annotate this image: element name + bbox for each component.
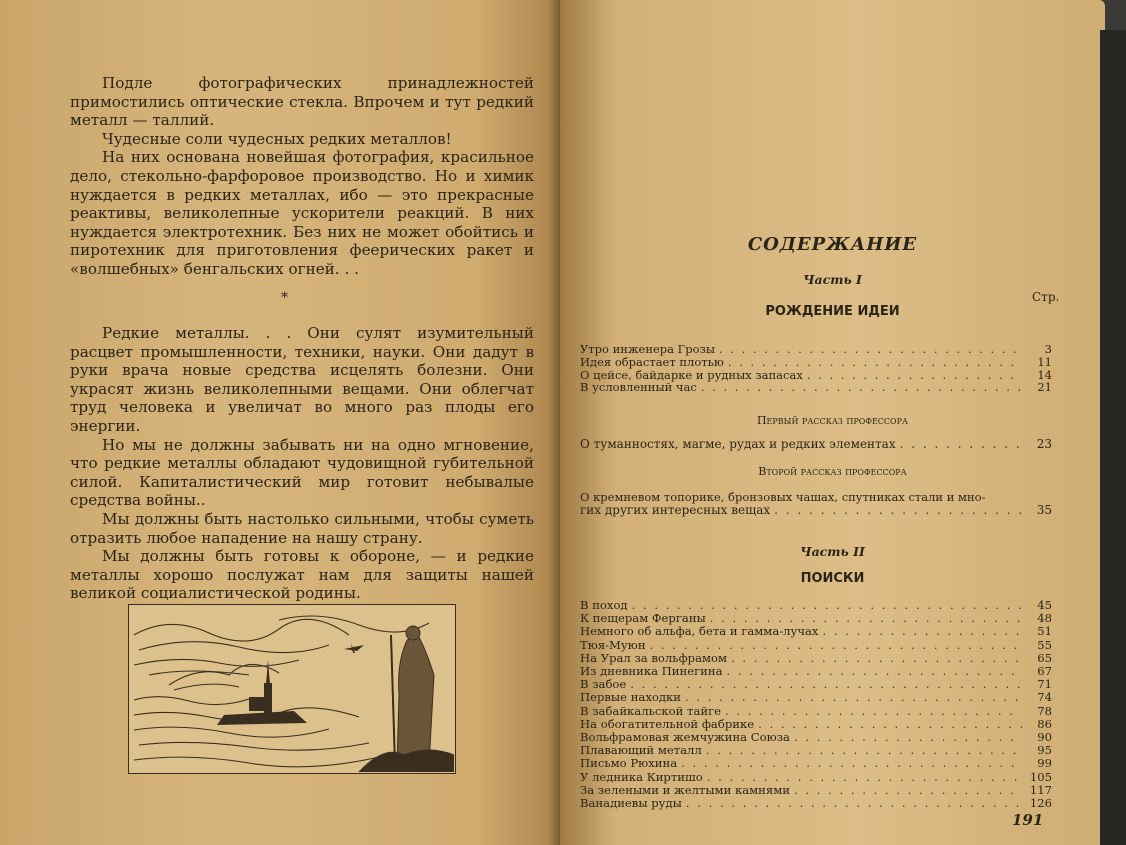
toc-entry-title: На обогатительной фабрике (580, 716, 755, 731)
toc-entry (580, 381, 1052, 394)
toc-entry-page: 48 (1037, 611, 1052, 626)
toc-entry-page: 95 (1037, 743, 1052, 758)
toc-entry-title: Утро инженера Грозы (580, 342, 715, 356)
toc-entry-title: У ледника Киртишо (580, 769, 703, 784)
section-heading: РОЖДЕНИЕ ИДЕИ (765, 304, 900, 319)
illustration-sea-scene (128, 604, 456, 774)
toc-entry-title: В забое (580, 677, 627, 692)
toc-entry (580, 705, 1052, 718)
toc-entry-title: Первые находки (580, 690, 681, 705)
toc-entry (580, 691, 1052, 704)
toc-entry-page: 99 (1037, 756, 1052, 771)
toc-entry-page: 86 (1037, 716, 1052, 731)
toc-entry-page: 126 (1029, 796, 1052, 811)
toc-entry (580, 625, 1052, 638)
toc-entry-page: 105 (1029, 769, 1052, 784)
toc-entry-title-line1: О кремневом топорике, бронзовых чашах, спутниках стали и мно- (580, 490, 986, 504)
toc-list (580, 491, 1052, 517)
paragraph: Мы должны быть готовы к обороне, — и редкие металлы хорошо послужат нам для защиты нашей великой социалистической родины. (70, 547, 534, 603)
toc-entry-title: За зелеными и желтыми камнями (580, 782, 790, 797)
section-heading: ПОИСКИ (800, 571, 865, 586)
toc-entry (580, 665, 1052, 678)
toc-entry-title: В условленный час (580, 380, 697, 395)
toc-entry (580, 639, 1052, 652)
toc-entry-page: 90 (1037, 730, 1052, 745)
toc-entry-title: Тюя-Муюн (580, 637, 646, 652)
toc-entry-page: 11 (1037, 354, 1052, 369)
left-page (0, 0, 560, 845)
toc-entry-title: О туманностях, магме, рудах и редких элементах (580, 437, 896, 451)
toc-entry-title: Немного об альфа, бета и гамма-лучах (580, 624, 819, 639)
toc-entry-page: 14 (1037, 367, 1052, 382)
toc-entry-title: Вольфрамовая жемчужина Союза (580, 730, 790, 745)
toc-list (580, 437, 1052, 451)
paragraph: Но мы не должны забывать ни на одно мгновение, что редкие металлы обладают чудовищной губительной силой. Капиталистический мир готовит небывалые средства войны.. (70, 435, 534, 510)
toc-entry-page: 78 (1037, 703, 1052, 718)
paragraph: Мы должны быть настолько сильными, чтобы суметь отразить любое нападение на нашу страну. (70, 509, 534, 547)
toc-entry-title: В поход (580, 598, 628, 612)
text-block-top (70, 74, 534, 279)
toc-entry-page: 21 (1037, 380, 1052, 395)
story-heading: Первый рассказ профессора (756, 414, 909, 427)
toc-entry-page: 117 (1029, 782, 1052, 797)
toc-list (580, 343, 1052, 394)
toc-entry-title: Идея обрастает плотью (580, 354, 724, 369)
toc-entry-page: 3 (1044, 342, 1052, 356)
toc-entry (580, 343, 1052, 356)
paragraph: Редкие металлы. . . Они сулят изумительный расцвет промышленности, техники, науки. Они дадут в руки врача новые средства исцелять болезни. Они украсят жизнь великолепными вещами. Они облегчат труд человека и увеличат во много раз плоды его энергии. (70, 324, 534, 435)
toc-entry-title: К пещерам Ферганы (580, 611, 706, 626)
toc-entry-title-line2: гих других интересных вещах (580, 503, 771, 518)
toc-title: СОДЕРЖАНИЕ (747, 234, 918, 255)
toc-entry-page: 45 (1037, 598, 1052, 612)
toc-entry-page: 23 (1036, 437, 1052, 451)
toc-entry-page: 67 (1037, 664, 1052, 679)
toc-entry-title: Письмо Рюхина (580, 756, 678, 771)
toc-entry (580, 757, 1052, 770)
toc-entry-title: В забайкальской тайге (580, 703, 722, 718)
book-cover-edge (1100, 30, 1126, 845)
toc-entry-title: Ванадиевы руды (580, 796, 682, 811)
section-separator: * (281, 290, 288, 306)
part-heading: Часть I (803, 272, 862, 287)
ship-and-soldier-drawing (129, 605, 454, 772)
paragraph: Чудесные соли чудесных редких металлов! (102, 129, 452, 148)
toc-entry-title: Из дневника Пинегина (580, 664, 723, 679)
toc-entry-title: Плавающий металл (580, 743, 702, 758)
toc-entry (580, 797, 1052, 810)
right-page (560, 0, 1105, 845)
toc-list (580, 599, 1052, 810)
page-number: 191 (1012, 811, 1044, 829)
paragraph: На них основана новейшая фотография, красильное дело, стекольно-фарфоровое производство. Но и химик нуждается в редких металлах, ибо — это прекрасные реактивы, великолепные ускорители реакций. В них нуждается электротехник. Без них не может обойтись и пиротехник для приготовления феерических ракет и «волшебных» бенгальских огней. . . (70, 148, 534, 278)
toc-entry (580, 437, 1052, 451)
story-heading: Второй рассказ профессора (758, 465, 907, 478)
toc-entry-title: О цейсе, байдарке и рудных запасах (580, 367, 803, 382)
toc-entry-page: 51 (1037, 624, 1052, 639)
toc-entry-page: 55 (1037, 637, 1052, 652)
text-block-bottom (70, 324, 534, 603)
toc-entry (580, 356, 1052, 369)
page-column-label: Стр. (1032, 290, 1060, 304)
toc-entry (580, 771, 1052, 784)
paragraph: Подле фотографических принадлежностей примостились оптические стекла. Впрочем и тут редкий металл — таллий. (70, 74, 534, 130)
toc-entry-page: 65 (1037, 650, 1052, 665)
toc-entry-page: 74 (1037, 690, 1052, 705)
toc-entry (580, 491, 1052, 517)
toc-entry-page: 71 (1037, 677, 1052, 692)
toc-entry-page: 35 (1036, 503, 1052, 518)
toc-entry-title: На Урал за вольфрамом (580, 650, 727, 665)
part-heading: Часть II (800, 544, 865, 559)
